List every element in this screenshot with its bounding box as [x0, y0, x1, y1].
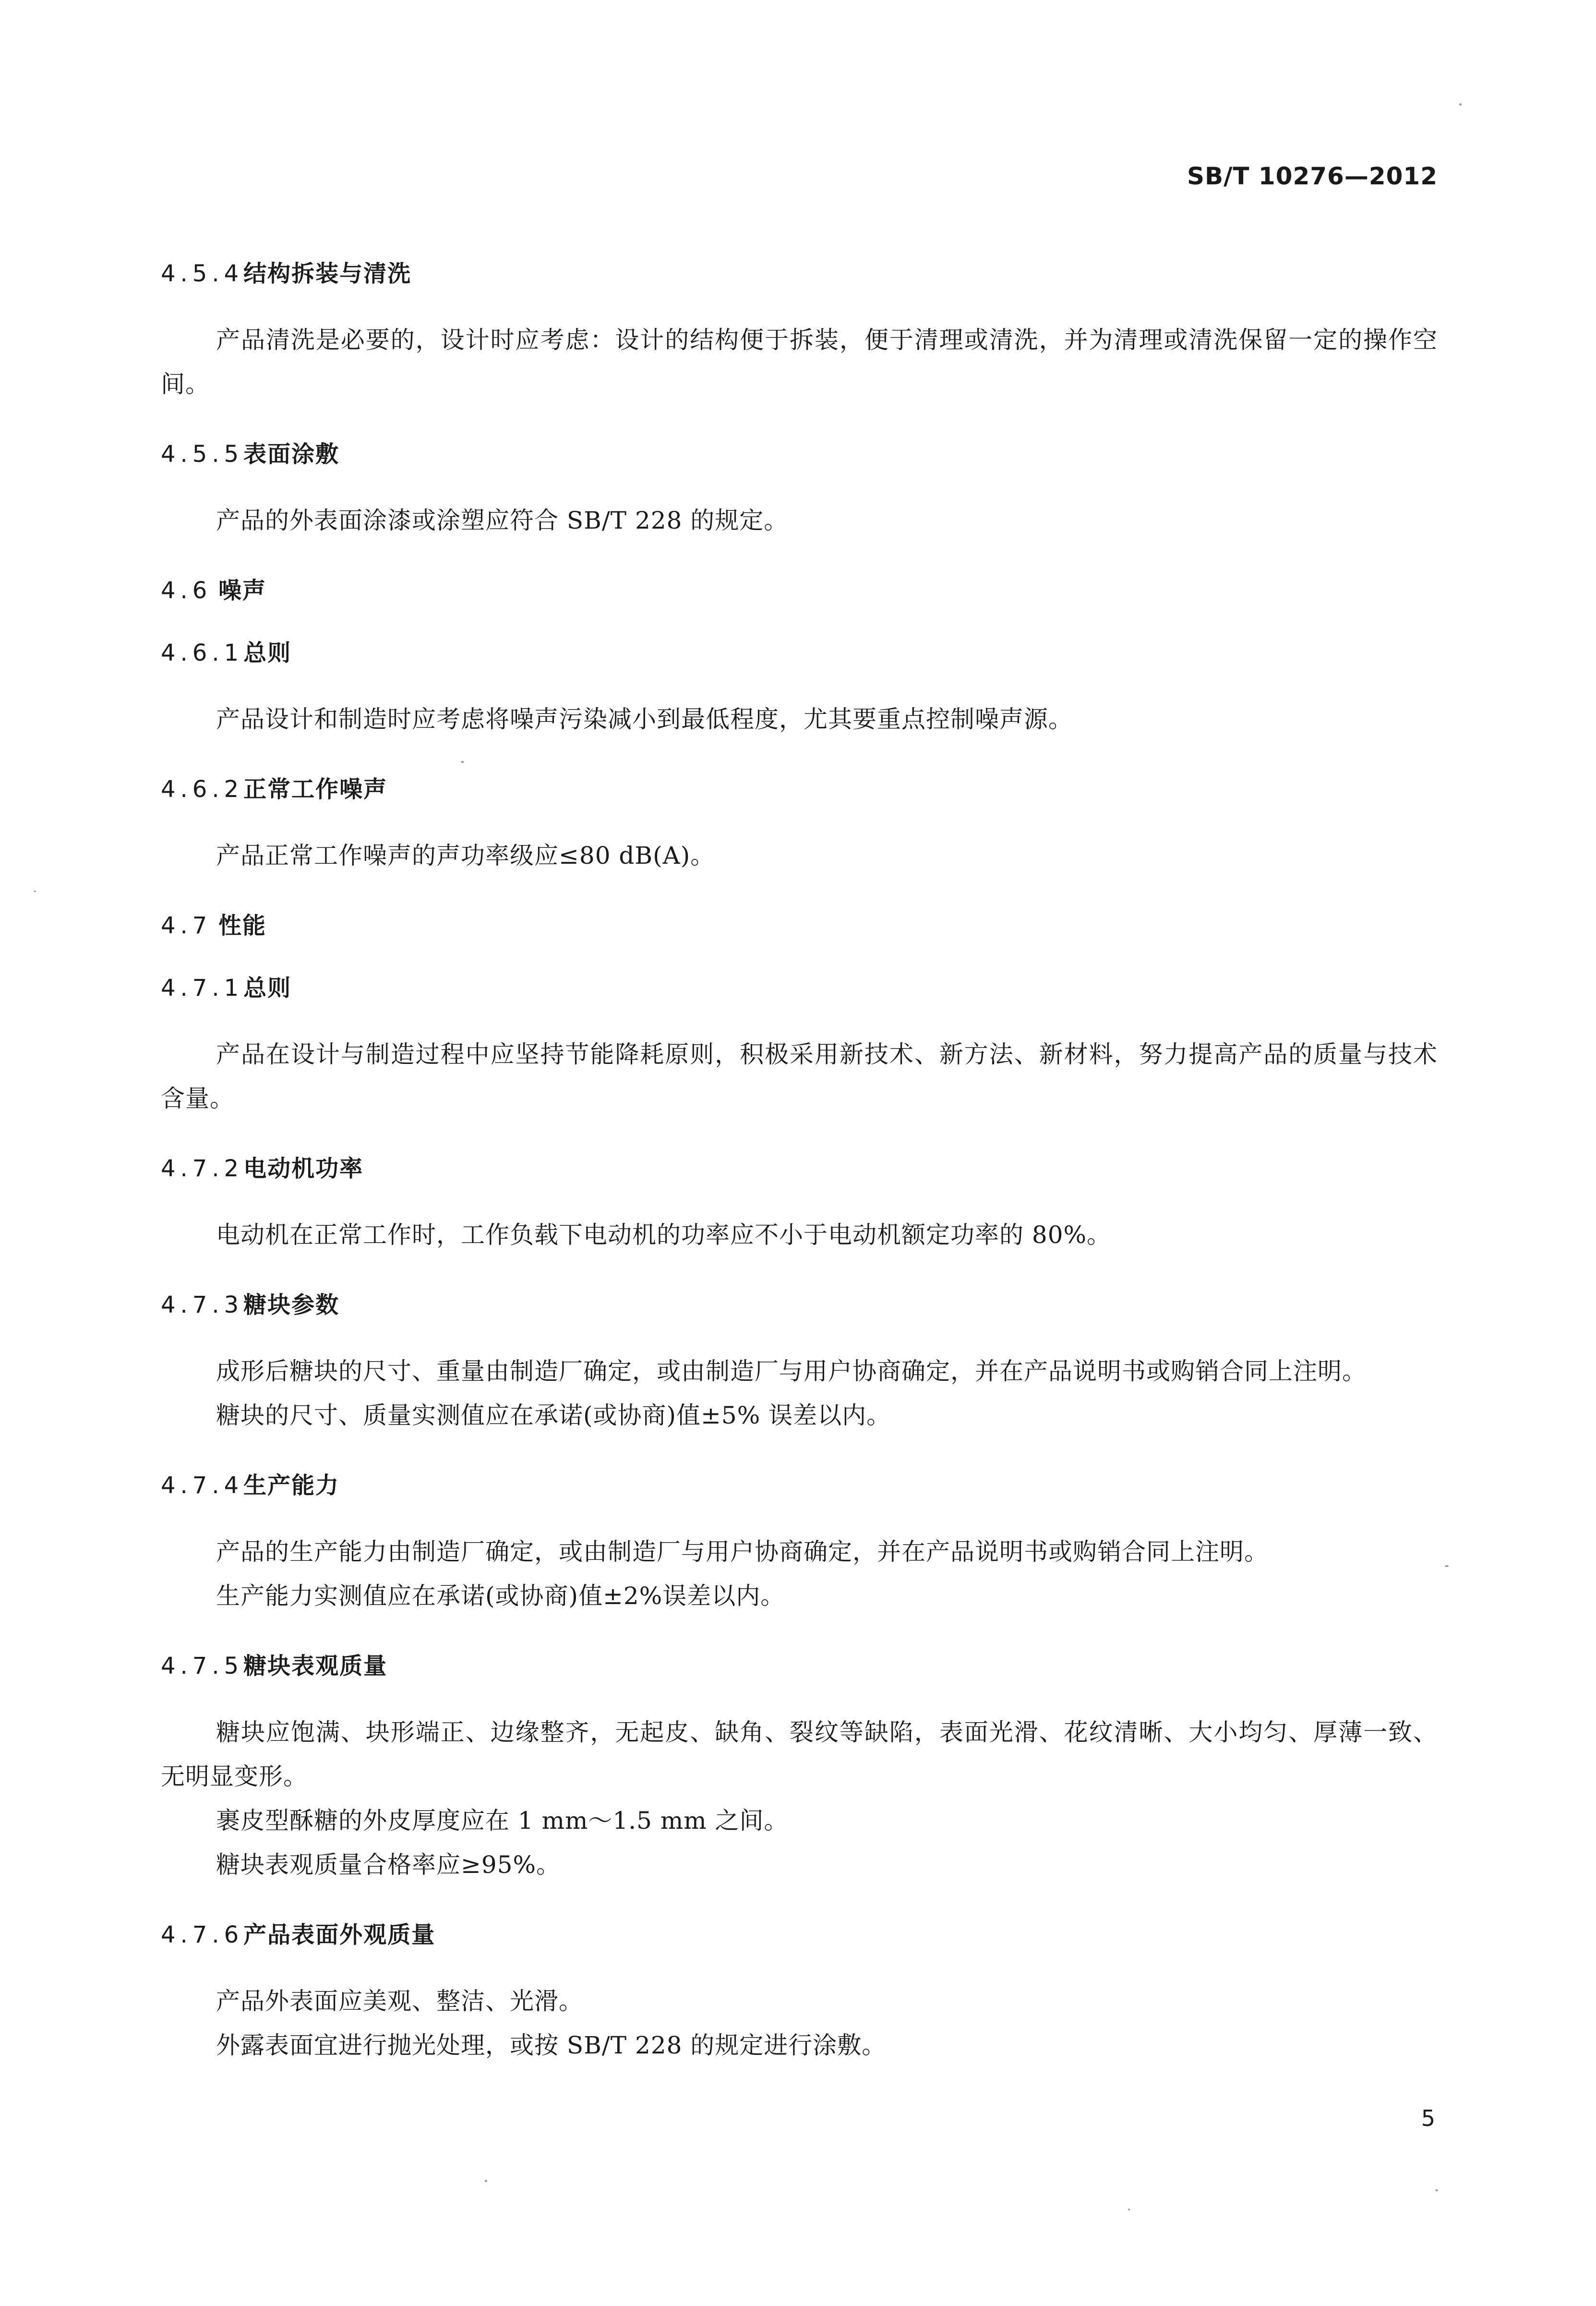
section-paragraph: 产品清洗是必要的，设计时应考虑：设计的结构便于拆装，便于清理或清洗，并为清理或清洗保留一定的操作空间。: [161, 326, 1438, 398]
section-heading-4-7-6: [161, 1920, 1438, 1949]
scan-speck: [1128, 2209, 1130, 2210]
section-title: 性能: [218, 912, 267, 939]
section-heading-4-7-1: [161, 974, 1438, 1002]
section-title: 总则: [243, 975, 292, 1002]
section-paragraph: 产品正常工作噪声的声功率级应≤80 dB(A)。: [216, 842, 715, 869]
section-number: 4.7.2: [161, 1155, 244, 1182]
section-paragraph: 产品的外表面涂漆或涂塑应符合 SB/T 228 的规定。: [216, 507, 789, 534]
section-number: 4.6.2: [161, 776, 244, 803]
section-heading-4-7-5: [161, 1652, 1438, 1680]
section-paragraph: 糖块应饱满、块形端正、边缘整齐，无起皮、缺角、裂纹等缺陷，表面光滑、花纹清晰、大小均匀、厚薄一致、无明显变形。: [161, 1718, 1438, 1790]
section-heading-4-7-3: [161, 1291, 1438, 1319]
section-title: 电动机功率: [243, 1155, 364, 1182]
section-paragraph: 裹皮型酥糖的外皮厚度应在 1 mm～1.5 mm 之间。: [216, 1807, 789, 1835]
section-title: 产品表面外观质量: [243, 1921, 436, 1948]
section-paragraph: 成形后糖块的尺寸、重量由制造厂确定，或由制造厂与用户协商确定，并在产品说明书或购销合同上注明。: [216, 1357, 1367, 1385]
section-paragraph: 产品在设计与制造过程中应坚持节能降耗原则，积极采用新技术、新方法、新材料，努力提高产品的质量与技术含量。: [161, 1040, 1438, 1112]
scan-speck: [34, 891, 36, 892]
scan-speck: [1435, 2189, 1438, 2191]
section-paragraph: 产品外表面应美观、整洁、光滑。: [216, 1987, 583, 2015]
section-number: 4.5.4: [161, 260, 244, 287]
document-body: [161, 259, 1438, 2067]
section-title: 噪声: [218, 577, 267, 604]
section-title: 生产能力: [243, 1472, 340, 1499]
section-title: 糖块表观质量: [243, 1653, 388, 1679]
section-heading-4-5-4: [161, 259, 1438, 288]
section-heading-4-6: [161, 576, 1438, 605]
page-number: 5: [1421, 2105, 1435, 2131]
section-heading-4-7-4: [161, 1471, 1438, 1500]
section-heading-4-6-1: [161, 639, 1438, 667]
section-title: 糖块参数: [243, 1292, 340, 1318]
section-paragraph: 产品设计和制造时应考虑将噪声污染减小到最低程度，尤其要重点控制噪声源。: [216, 705, 1073, 733]
section-paragraph: 电动机在正常工作时，工作负载下电动机的功率应不小于电动机额定功率的 80%。: [216, 1221, 1112, 1249]
standard-code: SB/T 10276—2012: [1187, 162, 1438, 190]
section-paragraph: 生产能力实测值应在承诺(或协商)值±2%误差以内。: [216, 1582, 785, 1610]
section-title: 结构拆装与清洗: [243, 260, 412, 287]
section-number: 4.7: [161, 912, 212, 939]
section-heading-4-5-5: [161, 440, 1438, 469]
section-number: 4.7.4: [161, 1472, 244, 1499]
section-number: 4.7.6: [161, 1921, 244, 1948]
section-number: 4.6.1: [161, 640, 244, 666]
section-heading-4-7: [161, 911, 1438, 940]
scan-speck: [1459, 103, 1462, 106]
section-number: 4.7.5: [161, 1653, 244, 1679]
section-heading-4-7-2: [161, 1154, 1438, 1183]
section-number: 4.6: [161, 577, 212, 604]
section-number: 4.7.3: [161, 1292, 244, 1318]
section-title: 表面涂敷: [243, 441, 340, 468]
section-title: 正常工作噪声: [243, 776, 388, 803]
section-title: 总则: [243, 640, 292, 666]
section-paragraph: 产品的生产能力由制造厂确定，或由制造厂与用户协商确定，并在产品说明书或购销合同上注明。: [216, 1538, 1269, 1566]
scan-speck: [485, 2180, 487, 2182]
section-number: 4.5.5: [161, 441, 244, 468]
section-number: 4.7.1: [161, 975, 244, 1002]
section-paragraph: 糖块表观质量合格率应≥95%。: [216, 1851, 561, 1879]
section-paragraph: 糖块的尺寸、质量实测值应在承诺(或协商)值±5% 误差以内。: [216, 1401, 891, 1429]
scan-speck: [461, 761, 464, 763]
section-heading-4-6-2: [161, 775, 1438, 804]
scan-speck: [1445, 1565, 1449, 1567]
section-paragraph: 外露表面宜进行抛光处理，或按 SB/T 228 的规定进行涂敷。: [216, 2031, 887, 2059]
